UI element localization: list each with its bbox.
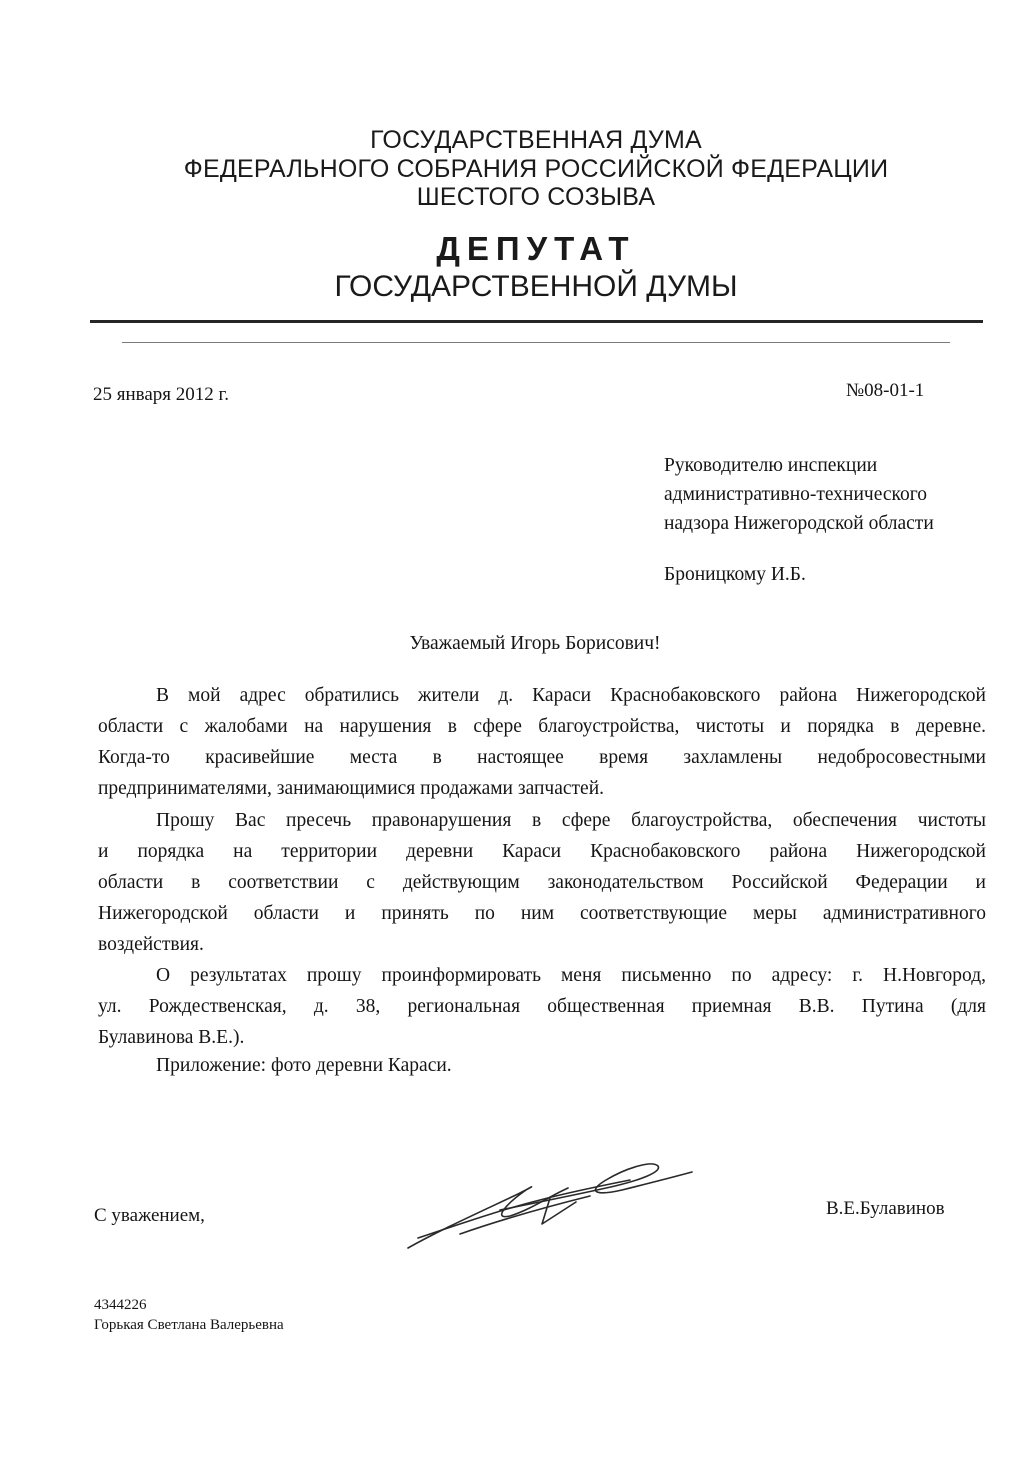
body-paragraph-1: [98, 680, 986, 804]
letterhead-title: ДЕПУТАТ: [436, 230, 636, 267]
executor-name: Горькая Светлана Валерьевна: [94, 1317, 284, 1333]
closing-phrase: С уважением,: [94, 1205, 205, 1226]
attachment-note: [98, 1050, 986, 1081]
body-line: Булавинова В.Е.).: [98, 1027, 245, 1048]
handwritten-signature: [400, 1150, 700, 1260]
letterhead-subtitle: ГОСУДАРСТВЕННОЙ ДУМЫ: [334, 270, 738, 303]
body-line: ул. Рождественская, д. 38, региональная общественная приемная В.В. Путина (для: [98, 996, 986, 1017]
addressee-line2: административно-технического: [664, 484, 928, 505]
body-paragraph-3: [98, 960, 986, 1053]
body-line: Нижегородской области и принять по ним соответствующие меры административного: [98, 903, 986, 924]
signer-name: В.Е.Булавинов: [826, 1198, 945, 1219]
addressee-name: Броницкому И.Б.: [664, 564, 806, 585]
header-rule-thin: [122, 342, 950, 343]
body-paragraph-2: [98, 805, 986, 960]
addressee-line1: Руководителю инспекции: [664, 455, 878, 476]
body-line: предпринимателями, занимающимися продажами запчастей.: [98, 778, 605, 799]
body-line: и порядка на территории деревни Караси Краснобаковского района Нижегородской: [98, 841, 986, 862]
org-name-line3: ШЕСТОГО СОЗЫВА: [416, 183, 656, 211]
header-rule-thick: [90, 320, 983, 323]
letter-date: 25 января 2012 г.: [93, 384, 229, 405]
addressee-line3: надзора Нижегородской области: [664, 513, 934, 534]
body-line: О результатах прошу проинформировать меня письменно по адресу: г. Н.Новгород,: [156, 965, 986, 986]
body-line: Приложение: фото деревни Караси.: [156, 1055, 452, 1076]
greeting: Уважаемый Игорь Борисович!: [409, 633, 661, 654]
body-line: Прошу Вас пресечь правонарушения в сфере благоустройства, обеспечения чистоты: [156, 810, 986, 831]
body-line: Когда-то красивейшие места в настоящее время захламлены недобросовестными: [98, 747, 986, 768]
org-name-line1: ГОСУДАРСТВЕННАЯ ДУМА: [370, 126, 702, 154]
contact-phone: 4344226: [94, 1297, 147, 1313]
body-line: области с жалобами на нарушения в сфере благоустройства, чистоты и порядка в деревне.: [98, 716, 986, 737]
body-line: В мой адрес обратились жители д. Караси Краснобаковского района Нижегородской: [156, 685, 986, 706]
body-line: воздействия.: [98, 934, 204, 955]
org-name-line2: ФЕДЕРАЛЬНОГО СОБРАНИЯ РОССИЙСКОЙ ФЕДЕРАЦИИ: [183, 155, 889, 183]
body-line: области в соответствии с действующим законодательством Российской Федерации и: [98, 872, 986, 893]
letter-number: №08-01-1: [846, 380, 925, 401]
